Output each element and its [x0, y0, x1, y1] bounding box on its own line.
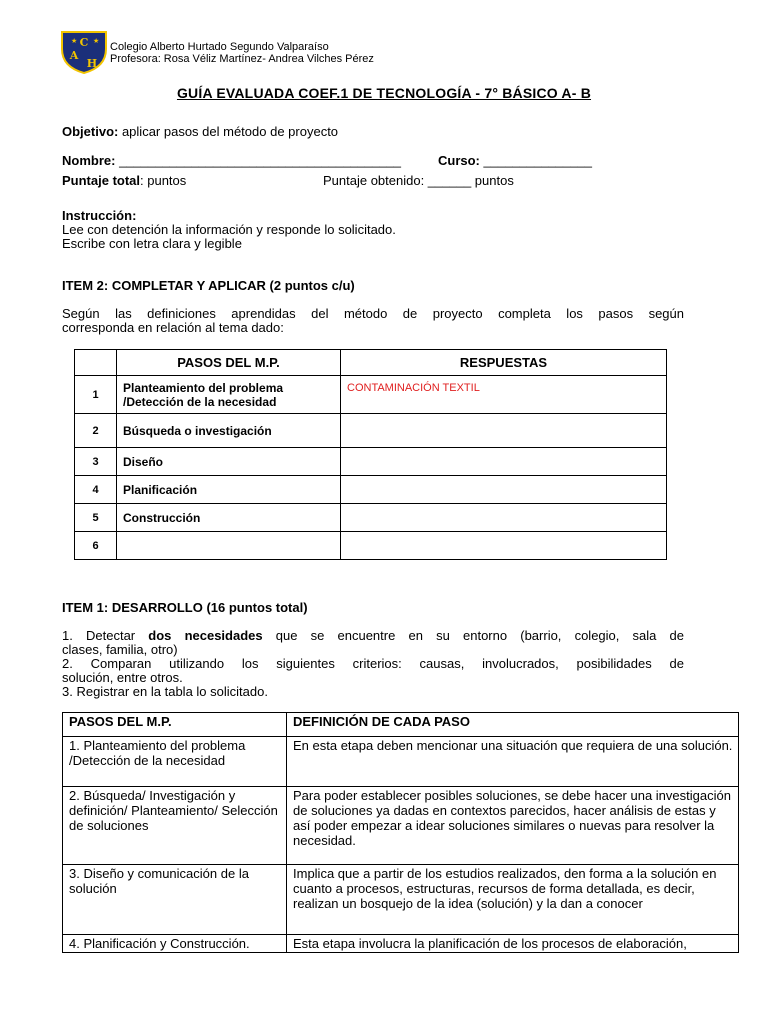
table-row — [63, 865, 739, 935]
step-name: Diseño — [117, 448, 341, 476]
step-number: 5 — [75, 504, 117, 532]
answer-cell[interactable]: CONTAMINACIÓN TEXTIL — [341, 376, 667, 414]
name-label: Nombre: — [62, 153, 116, 168]
item1-instruction-1-cont: clases, familia, otro) — [62, 642, 178, 657]
step-number: 3 — [75, 448, 117, 476]
answer-cell[interactable] — [341, 476, 667, 504]
table-row — [63, 935, 739, 953]
step-name: 2. Búsqueda/ Investigación y definición/ Planteamiento/ Selección de soluciones — [63, 787, 287, 865]
item1-instruction-2-cont: solución, entre otros. — [62, 670, 183, 685]
item1-instruction-2: 2. Comparan utilizando los siguientes criterios: causas, involucrados, posibilidades de — [62, 656, 684, 671]
instruction-line-2: Escribe con letra clara y legible — [62, 236, 242, 251]
step-name: 1. Planteamiento del problema /Detección de la necesidad — [63, 737, 287, 787]
table-row — [63, 787, 739, 865]
total-score-text: : puntos — [140, 173, 187, 188]
objective-label: Objetivo: — [62, 124, 119, 139]
table-row — [75, 504, 667, 532]
table-header-cell — [75, 350, 117, 376]
table-header-row — [75, 350, 667, 376]
table-row — [75, 532, 667, 560]
step-definition: Esta etapa involucra la planificación de los procesos de elaboración, — [287, 935, 739, 953]
star-icon: ★ — [71, 38, 78, 45]
answer-cell[interactable] — [341, 414, 667, 448]
course-blank: _______________ — [479, 153, 592, 168]
objective-line — [62, 124, 338, 139]
table-row — [75, 476, 667, 504]
table-row — [75, 414, 667, 448]
item2-steps-table — [74, 349, 667, 560]
step-name: 3. Diseño y comunicación de la solución — [63, 865, 287, 935]
step-definition: Para poder establecer posibles soluciones, se debe hacer una investigación de soluciones ya dadas en contextos parecidos, hacer análisis de estas y así poder empezar a idear soluciones similares o nuevas para resolver la necesidad. — [287, 787, 739, 865]
objective-text: aplicar pasos del método de proyecto — [118, 124, 339, 139]
total-score-label: Puntaje total — [62, 173, 141, 188]
table-row — [63, 737, 739, 787]
item2-heading: ITEM 2: COMPLETAR Y APLICAR (2 puntos c/u) — [62, 278, 355, 293]
table-header-cell: PASOS DEL M.P. — [63, 713, 287, 737]
step-name: Construcción — [117, 504, 341, 532]
item1-instruction-1: 1. Detectar dos necesidades que se encuentre en su entorno (barrio, colegio, sala de — [62, 628, 685, 643]
logo-letter-a: A — [69, 49, 79, 62]
highlight-text: dos necesidades — [148, 628, 263, 643]
logo-letter-c: C — [79, 36, 89, 49]
step-name: Planificación — [117, 476, 341, 504]
item2-intro-line-2: corresponda en relación al tema dado: — [62, 320, 284, 335]
obtained-score-line: Puntaje obtenido: ______ puntos — [323, 173, 514, 188]
instruction-line-1: Lee con detención la información y responde lo solicitado. — [62, 222, 396, 237]
step-number: 1 — [75, 376, 117, 414]
page-title: GUÍA EVALUADA COEF.1 DE TECNOLOGÍA - 7° BÁSICO A- B — [176, 85, 592, 101]
step-name[interactable] — [117, 532, 341, 560]
table-header-cell: PASOS DEL M.P. — [117, 350, 341, 376]
step-number: 6 — [75, 532, 117, 560]
table-header-cell: RESPUESTAS — [341, 350, 667, 376]
teachers-line: Profesora: Rosa Véliz Martínez- Andrea Vilches Pérez — [110, 53, 374, 65]
answer-cell[interactable] — [341, 448, 667, 476]
step-number: 2 — [75, 414, 117, 448]
table-row — [75, 376, 667, 414]
item2-intro-line-1: Según las definiciones aprendidas del método de proyecto completa los pasos según — [62, 306, 684, 321]
table-row — [75, 448, 667, 476]
item1-instruction-3: 3. Registrar en la tabla lo solicitado. — [62, 684, 268, 699]
name-line — [62, 153, 401, 168]
logo-letter-h: H — [86, 57, 98, 70]
name-blank: _______________________________________ — [115, 153, 402, 168]
total-score-line — [62, 173, 186, 188]
table-header-row — [63, 713, 739, 737]
step-definition: Implica que a partir de los estudios realizados, den forma a la solución en cuanto a procesos, estructuras, recursos de forma detallada, es decir, realizan un bosquejo de la idea (solución) y la dan a conocer — [287, 865, 739, 935]
step-name: Búsqueda o investigación — [117, 414, 341, 448]
step-name: 4. Planificación y Construcción. — [63, 935, 287, 953]
answer-cell[interactable] — [341, 532, 667, 560]
school-name: Colegio Alberto Hurtado Segundo Valparaíso — [110, 41, 329, 53]
school-crest-logo — [60, 29, 108, 74]
step-name: Planteamiento del problema /Detección de la necesidad — [117, 376, 341, 414]
item1-definitions-table — [62, 712, 739, 953]
course-line — [438, 153, 592, 168]
instruction-label: Instrucción: — [62, 208, 137, 223]
star-icon: ★ — [93, 38, 100, 45]
table-header-cell: DEFINICIÓN DE CADA PASO — [287, 713, 739, 737]
step-definition: En esta etapa deben mencionar una situación que requiera de una solución. — [287, 737, 739, 787]
item1-heading: ITEM 1: DESARROLLO (16 puntos total) — [62, 600, 308, 615]
step-number: 4 — [75, 476, 117, 504]
answer-cell[interactable] — [341, 504, 667, 532]
course-label: Curso: — [438, 153, 480, 168]
